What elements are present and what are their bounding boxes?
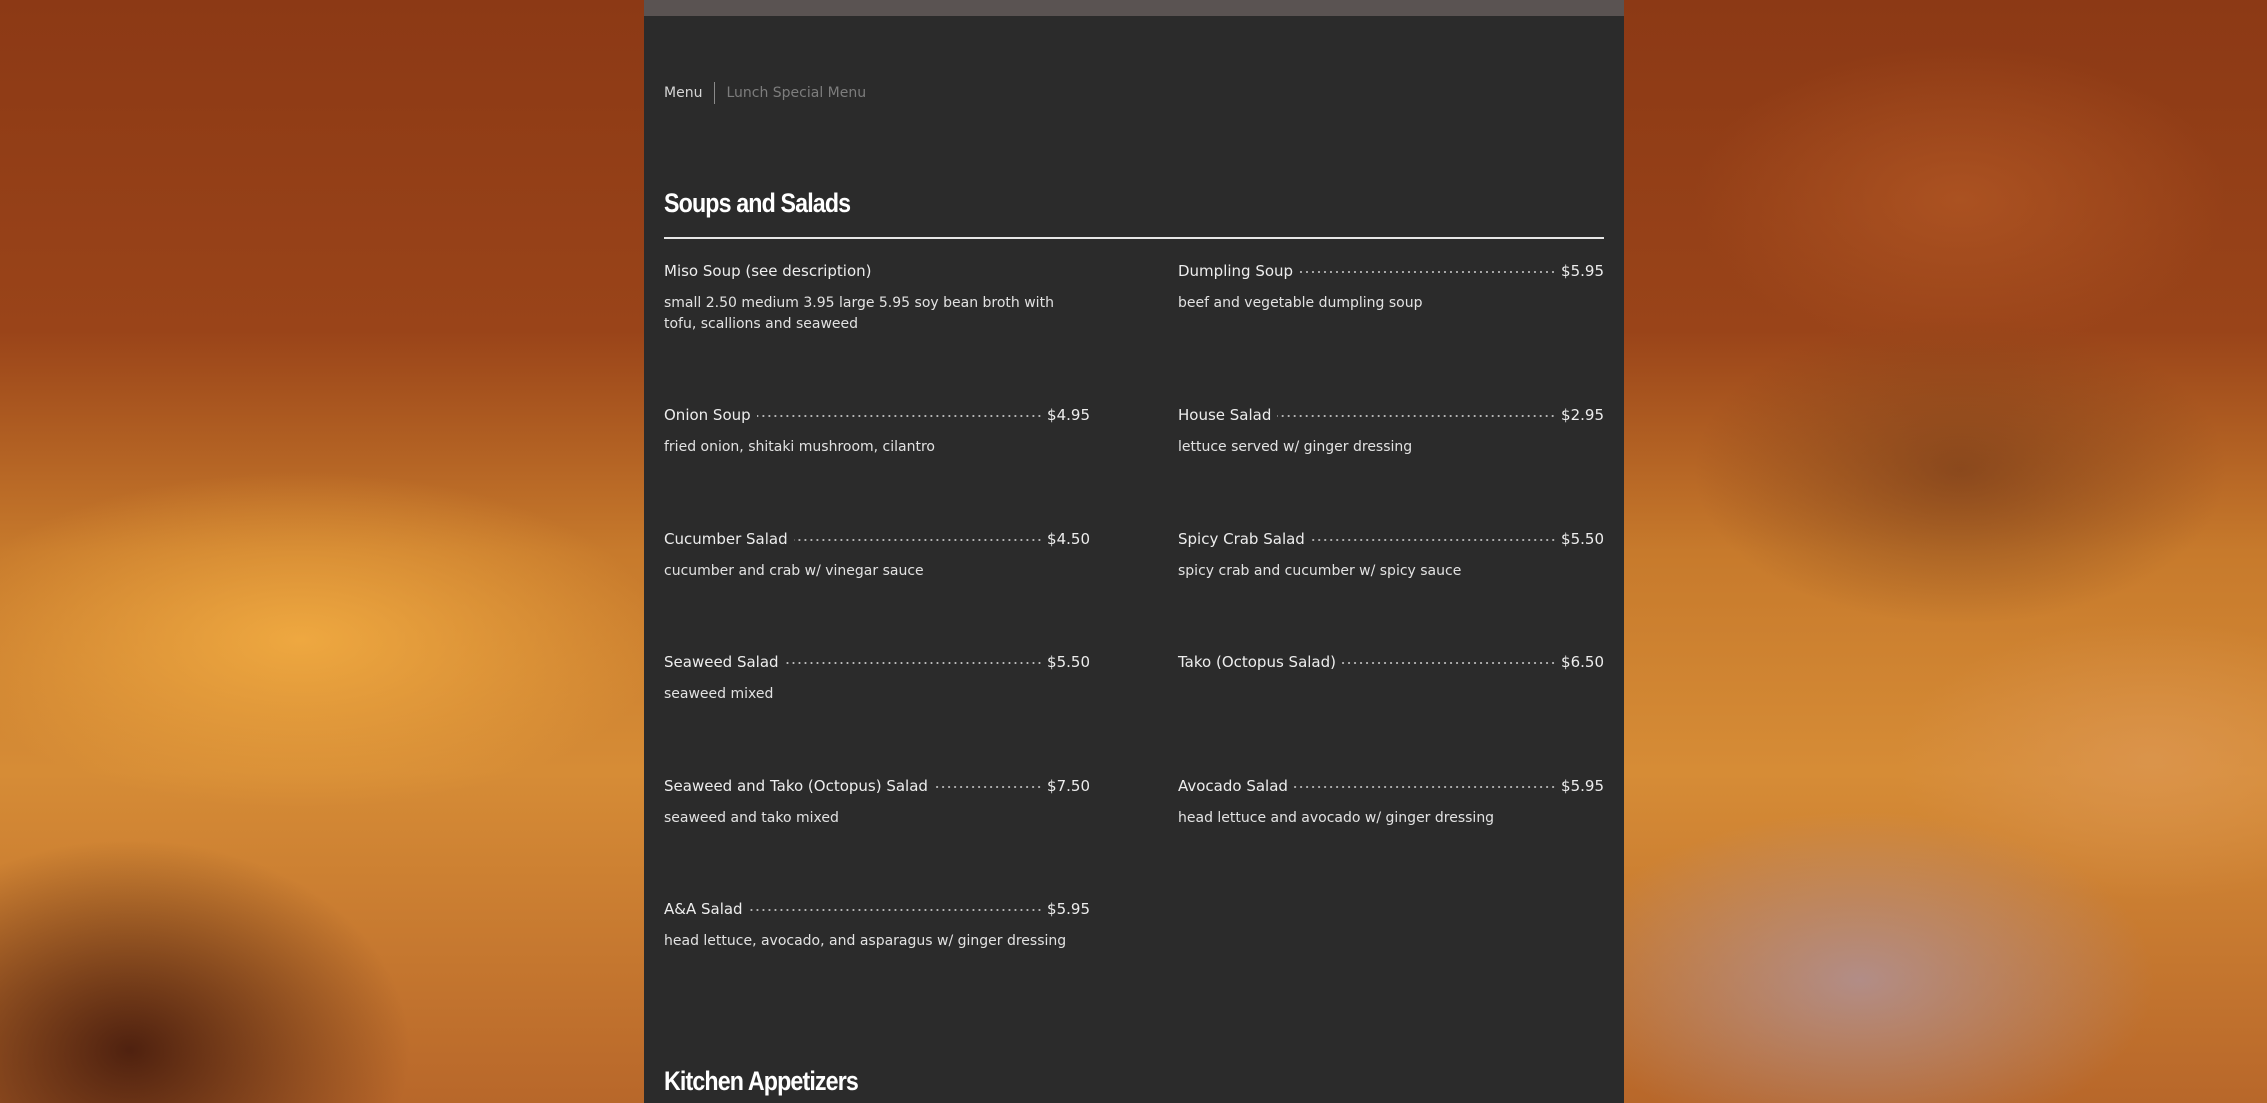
item-name: Seaweed Salad <box>664 653 779 671</box>
nav-divider <box>714 82 715 104</box>
section-title-kitchen-appetizers: Kitchen Appetizers <box>664 1066 858 1096</box>
item-name: Seaweed and Tako (Octopus) Salad <box>664 777 928 795</box>
menu-item-avocado-salad <box>1178 776 1604 829</box>
top-bar <box>644 0 1624 16</box>
menu-panel <box>644 0 1624 1103</box>
section-title-soups-salads: Soups and Salads <box>664 188 851 218</box>
menu-item-tako-salad <box>1178 652 1604 672</box>
item-name: A&A Salad <box>664 900 743 918</box>
item-price: $4.50 <box>1047 530 1090 548</box>
item-description: small 2.50 medium 3.95 large 5.95 soy bean broth with tofu, scallions and seaweed <box>664 295 1054 332</box>
item-name: House Salad <box>1178 406 1272 424</box>
menu-item-seaweed-salad <box>664 652 1090 705</box>
menu-item-spicy-crab-salad <box>1178 529 1604 582</box>
menu-breadcrumb-nav <box>664 82 866 104</box>
item-name: Tako (Octopus Salad) <box>1178 653 1336 671</box>
item-description: seaweed and tako mixed <box>664 810 839 826</box>
item-description: beef and vegetable dumpling soup <box>1178 295 1423 311</box>
item-description: fried onion, shitaki mushroom, cilantro <box>664 439 935 455</box>
item-description: head lettuce, avocado, and asparagus w/ ginger dressing <box>664 933 1067 949</box>
item-price: $5.50 <box>1047 653 1090 671</box>
item-name: Avocado Salad <box>1178 777 1288 795</box>
section-divider <box>664 237 1604 239</box>
menu-item-aa-salad <box>664 899 1090 952</box>
dot-leader <box>1294 785 1556 789</box>
item-description: cucumber and crab w/ vinegar sauce <box>664 563 924 579</box>
item-price: $5.95 <box>1561 777 1604 795</box>
dot-leader <box>785 661 1042 665</box>
item-description: head lettuce and avocado w/ ginger dressing <box>1178 810 1495 826</box>
dot-leader <box>1277 414 1556 418</box>
dot-leader <box>757 414 1042 418</box>
menu-item-miso-soup <box>664 261 1090 335</box>
item-price: $2.95 <box>1561 406 1604 424</box>
menu-item-house-salad <box>1178 405 1604 458</box>
item-description: spicy crab and cucumber w/ spicy sauce <box>1178 563 1462 579</box>
nav-menu-link[interactable]: Menu <box>664 85 703 101</box>
item-name: Spicy Crab Salad <box>1178 530 1305 548</box>
item-price: $5.95 <box>1047 900 1090 918</box>
menu-item-dumpling-soup <box>1178 261 1604 314</box>
dot-leader <box>794 538 1042 542</box>
dot-leader <box>934 785 1042 789</box>
item-price: $5.95 <box>1561 262 1604 280</box>
menu-item-seaweed-tako-salad <box>664 776 1090 829</box>
dot-leader <box>749 908 1042 912</box>
item-name: Onion Soup <box>664 406 751 424</box>
item-price: $6.50 <box>1561 653 1604 671</box>
dot-leader <box>1311 538 1556 542</box>
item-name: Dumpling Soup <box>1178 262 1294 280</box>
menu-item-cucumber-salad <box>664 529 1090 582</box>
dot-leader <box>1299 270 1556 274</box>
nav-lunch-special-link[interactable]: Lunch Special Menu <box>726 85 867 101</box>
menu-item-onion-soup <box>664 405 1090 458</box>
item-description: seaweed mixed <box>664 686 774 702</box>
item-description: lettuce served w/ ginger dressing <box>1178 439 1413 455</box>
item-name: Cucumber Salad <box>664 530 788 548</box>
item-price: $7.50 <box>1047 777 1090 795</box>
dot-leader <box>1342 661 1556 665</box>
item-price: $5.50 <box>1561 530 1604 548</box>
item-price: $4.95 <box>1047 406 1090 424</box>
item-name: Miso Soup (see description) <box>664 262 872 280</box>
